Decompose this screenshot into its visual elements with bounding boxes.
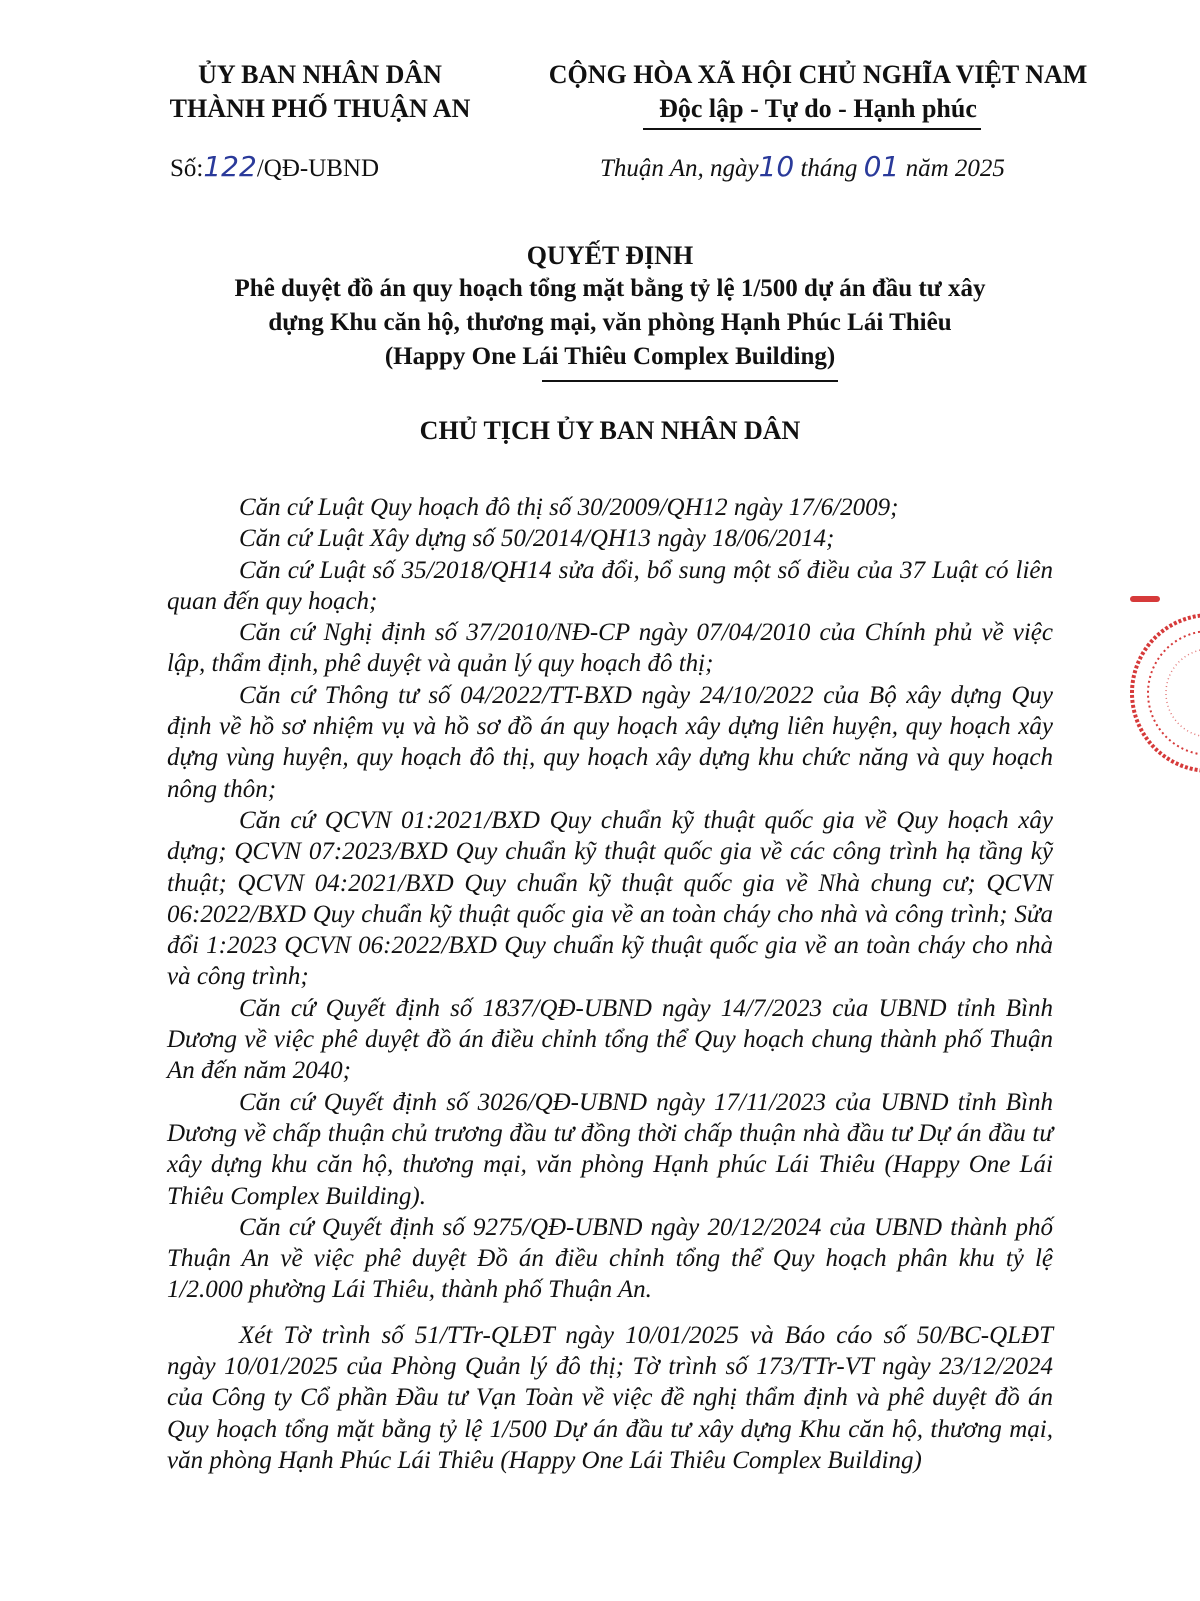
national-title — [518, 58, 1118, 126]
red-ink-mark — [1130, 596, 1160, 602]
number-suffix: /QĐ-UBND — [256, 155, 380, 182]
date-place: Thuận An, ngày — [600, 155, 759, 182]
decision-heading: QUYẾT ĐỊNH — [526, 241, 694, 270]
decision-subtitle-line-2: dựng Khu căn hộ, thương mại, văn phòng Hạnh Phúc Lái Thiêu — [268, 309, 952, 336]
issue-date — [600, 150, 1005, 183]
handwritten-number: 122 — [203, 150, 257, 183]
handwritten-month: 01 — [863, 150, 900, 183]
date-month-label: tháng — [800, 155, 858, 182]
national-title-line-1: CỘNG HÒA XÃ HỘI CHỦ NGHĨA VIỆT NAM — [548, 60, 1088, 89]
official-seal-icon — [1125, 608, 1200, 778]
basis-paragraph: Căn cứ Luật Xây dựng số 50/2014/QH13 ngày 18/06/2014; — [239, 525, 835, 553]
basis-paragraph: Căn cứ Quyết định số 3026/QĐ-UBND ngày 17/11/2023 của UBND tỉnh Bình Dương về chấp thuận chủ trương đầu tư đồng thời chấp thuận nhà đầu tư Dự án đầu tư xây dựng khu căn hộ, thương mại, văn phòng Hạnh phúc Lái Thiêu (Happy One Lái Thiêu Complex Building). — [167, 1088, 1053, 1210]
number-prefix: Số: — [170, 155, 204, 182]
handwritten-day: 10 — [758, 150, 795, 183]
decision-subtitle-line-1: Phê duyệt đồ án quy hoạch tổng mặt bằng tỷ lệ 1/500 dự án đầu tư xây — [234, 275, 986, 302]
basis-paragraph: Căn cứ Quyết định số 9275/QĐ-UBND ngày 20/12/2024 của UBND thành phố Thuận An về việc phê duyệt Đồ án điều chỉnh tổng thể Quy hoạch phân khu tỷ lệ 1/2.000 phường Lái Thiêu, thành phố Thuận An. — [167, 1213, 1053, 1304]
basis-paragraph: Căn cứ Luật số 35/2018/QH14 sửa đổi, bổ sung một số điều của 37 Luật có liên quan đến quy hoạch; — [167, 556, 1053, 615]
consideration-paragraph: Xét Tờ trình số 51/TTr-QLĐT ngày 10/01/2025 và Báo cáo số 50/BC-QLĐT ngày 10/01/2025 của Phòng Quản lý đô thị; Tờ trình số 173/TTr-VT ngày 23/12/2024 của Công ty Cổ phần Đầu tư Vạn Toàn về việc đề nghị thẩm định và phê duyệt đồ án Quy hoạch tổng mặt bằng tỷ lệ 1/500 Dự án đầu tư xây dựng Khu căn hộ, thương mại, văn phòng Hạnh Phúc Lái Thiêu (Happy One Lái Thiêu Complex Building) — [167, 1321, 1053, 1474]
signing-authority: CHỦ TỊCH ỦY BAN NHÂN DÂN — [419, 416, 801, 445]
basis-paragraph: Căn cứ QCVN 01:2021/BXD Quy chuẩn kỹ thuật quốc gia về Quy hoạch xây dựng; QCVN 07:2023/BXD Quy chuẩn kỹ thuật quốc gia về các công trình hạ tầng kỹ thuật; QCVN 04:2021/BXD Quy chuẩn kỹ thuật quốc gia về Nhà chung cư; QCVN 06:2022/BXD Quy chuẩn kỹ thuật quốc gia về an toàn cháy cho nhà và công trình; Sửa đổi 1:2023 QCVN 06:2022/BXD Quy chuẩn kỹ thuật quốc gia về an toàn cháy cho nhà và công trình; — [167, 806, 1053, 991]
basis-paragraph: Căn cứ Nghị định số 37/2010/NĐ-CP ngày 07/04/2010 của Chính phủ về việc lập, thẩm định, phê duyệt và quản lý quy hoạch đô thị; — [167, 619, 1053, 678]
authority-line-1: ỦY BAN NHÂN DÂN — [198, 60, 442, 89]
authority-line-2: THÀNH PHỐ THUẬN AN — [169, 94, 471, 123]
basis-paragraph: Căn cứ Quyết định số 1837/QĐ-UBND ngày 14/7/2023 của UBND tỉnh Bình Dương về việc phê duyệt đồ án điều chỉnh tổng thể Quy hoạch chung thành phố Thuận An đến năm 2040; — [167, 994, 1053, 1085]
date-year: năm 2025 — [905, 155, 1005, 182]
document-number — [170, 150, 379, 183]
title-underline — [542, 380, 838, 382]
motto-underline — [643, 128, 981, 130]
legal-basis — [167, 492, 1053, 1476]
decision-subtitle-line-3: (Happy One Lái Thiêu Complex Building) — [384, 343, 836, 370]
national-motto: Độc lập - Tự do - Hạnh phúc — [659, 94, 977, 123]
basis-paragraph: Căn cứ Thông tư số 04/2022/TT-BXD ngày 24/10/2022 của Bộ xây dựng Quy định về hồ sơ nhiệm vụ và hồ sơ đồ án quy hoạch xây dựng liên huyện, quy hoạch xây dựng vùng huyện, quy hoạch đô thị, quy hoạch xây dựng khu chức năng và quy hoạch nông thôn; — [167, 681, 1053, 803]
decision-title — [170, 240, 1050, 374]
basis-paragraph: Căn cứ Luật Quy hoạch đô thị số 30/2009/QH12 ngày 17/6/2009; — [239, 494, 899, 521]
issuing-authority — [140, 58, 500, 126]
